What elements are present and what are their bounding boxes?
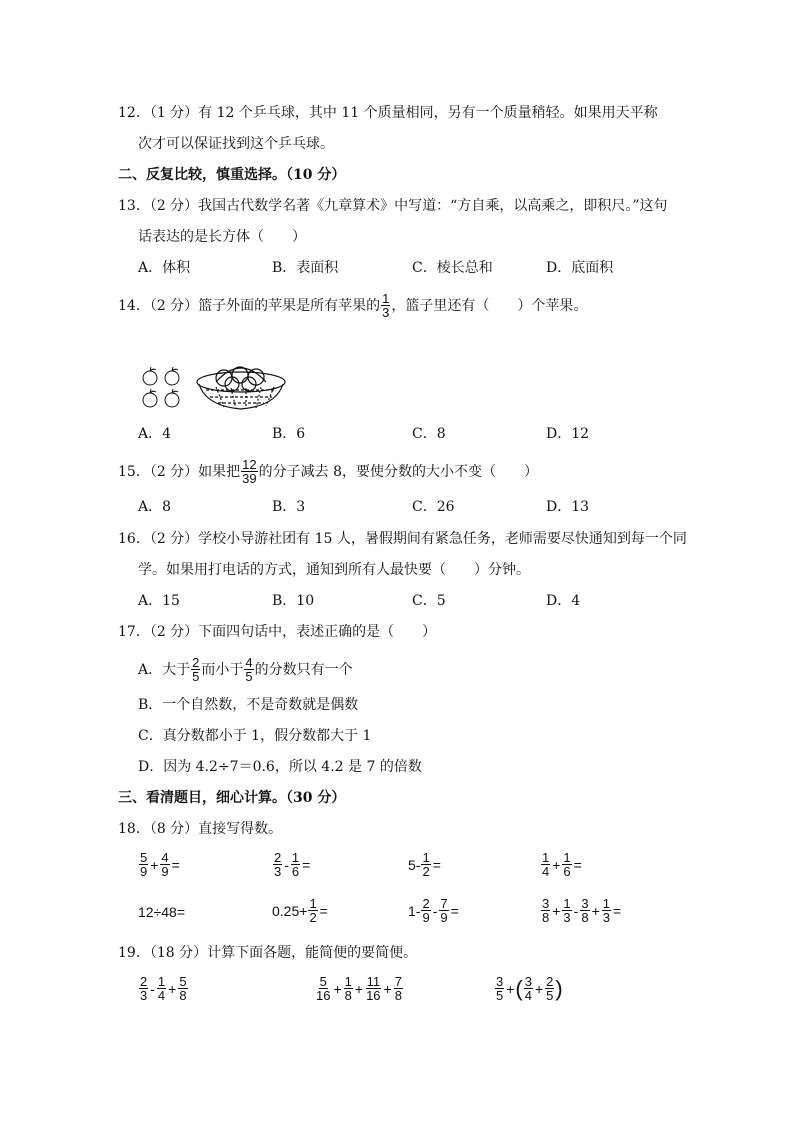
q15-option-c: C．26 [412, 499, 455, 515]
q14-option-a: A．4 [138, 426, 172, 442]
q14-prefix: 14．（2 分）篮子外面的苹果是所有苹果的 [118, 297, 381, 314]
q19-title: 19．（18 分）计算下面各题，能简便的要简便。 [118, 945, 418, 961]
q17-fraction-2: $\frac{4}{5}$ [245, 655, 253, 684]
q16-option-b: B．10 [272, 593, 315, 609]
q18-expr-8: $\frac{3}{8}$ + $\frac{1}{3}$ - $\frac{3}{8}$ + $\frac{1}{3}$ = [542, 896, 622, 925]
q13-option-c: C．棱长总和 [412, 260, 493, 276]
q18-expr-4: $\frac{1}{4}$ + $\frac{1}{6}$ = [542, 850, 582, 879]
q15-prefix: 15．（2 分）如果把 [118, 463, 241, 480]
q14-line [118, 292, 587, 319]
q18-title: 18．（8 分）直接写得数。 [118, 821, 283, 837]
q12-line1: 12．（1 分）有 12 个乒乓球，其中 11 个质量相同，另有一个质量稍轻。如果用天平称 [118, 105, 658, 121]
q14-option-c: C．8 [412, 426, 446, 442]
q18-expr-7: 1- $\frac{2}{9}$ - $\frac{7}{9}$ = [408, 896, 459, 925]
q15-option-d: D．13 [546, 499, 590, 515]
q15-suffix: 的分子减去 8，要使分数的大小不变（ ） [258, 463, 538, 480]
q17-fraction-1: $\frac{2}{5}$ [192, 655, 200, 684]
q15-option-b: B．3 [272, 499, 306, 515]
section-3-heading: 三、看清题目，细心计算。（30 分） [118, 790, 346, 806]
q14-suffix: ，篮子里还有（ ）个苹果。 [391, 297, 588, 314]
apple-icon [143, 367, 179, 407]
q16-option-d: D．4 [546, 593, 581, 609]
q14-option-b: B．6 [272, 426, 306, 442]
q16-line1: 16．（2 分）学校小导游社团有 15 人，暑假期间有紧急任务，老师需要尽快通知到每一个同 [118, 531, 687, 547]
q17-option-d: D．因为 4.2÷7＝0.6，所以 4.2 是 7 的倍数 [138, 759, 422, 775]
q17-option-a: A．大于 $\frac{2}{5}$ 而小于 $\frac{4}{5}$ 的分数只有一个 [138, 655, 353, 684]
q13-option-b: B．表面积 [272, 260, 339, 276]
q15-line [118, 458, 538, 485]
q14-fraction: $\frac{1}{3}$ [382, 291, 390, 320]
section-2-heading: 二、反复比较，慎重选择。（10 分） [118, 167, 346, 183]
q17-option-b: B．一个自然数，不是奇数就是偶数 [138, 697, 359, 713]
q12-line2: 次才可以保证找到这个乒乓球。 [138, 136, 334, 152]
q13-option-a: A．体积 [138, 260, 191, 276]
q18-expr-3: 5- $\frac{1}{2}$ = [408, 850, 441, 879]
q13-line2: 话表达的是长方体（ ） [138, 229, 306, 245]
q14-option-d: D．12 [546, 426, 590, 442]
q15-fraction: $\frac{12}{39}$ [242, 457, 257, 486]
apples-basket-illustration [136, 362, 296, 412]
q18-expr-6: 0.25+ $\frac{1}{2}$ = [272, 896, 328, 925]
q15-option-a: A．8 [138, 499, 172, 515]
q13-option-d: D．底面积 [546, 260, 614, 276]
q17-option-c: C．真分数都小于 1，假分数都大于 1 [138, 728, 372, 744]
q18-expr-5: 12÷48= [138, 904, 186, 920]
q18-expr-1: $\frac{5}{9}$ + $\frac{4}{9}$ = [140, 850, 180, 879]
q19-expr-2: $\frac{5}{16}$ + $\frac{1}{8}$ + $\frac{11}{16}$ + $\frac{7}{8}$ [316, 974, 402, 1003]
q13-line1: 13．（2 分）我国古代数学名著《九章算术》中写道：“方自乘，以高乘之，即积尺。”这句 [118, 198, 668, 214]
q16-option-a: A．15 [138, 593, 180, 609]
q18-expr-2: $\frac{2}{3}$ - $\frac{1}{6}$ = [274, 850, 311, 879]
q16-option-c: C．5 [412, 593, 446, 609]
q19-expr-1: $\frac{2}{3}$ - $\frac{1}{4}$ + $\frac{5}{8}$ [140, 974, 187, 1003]
q16-line2: 学。如果用打电话的方式，通知到所有人最快要（ ）分钟。 [138, 562, 530, 578]
q17-line1: 17．（2 分）下面四句话中，表述正确的是（ ） [118, 624, 437, 640]
q19-expr-3: $\frac{3}{5}$ + ( $\frac{3}{4}$ + $\frac{2}{5}$ ) [496, 974, 563, 1003]
basket-icon [197, 367, 285, 409]
